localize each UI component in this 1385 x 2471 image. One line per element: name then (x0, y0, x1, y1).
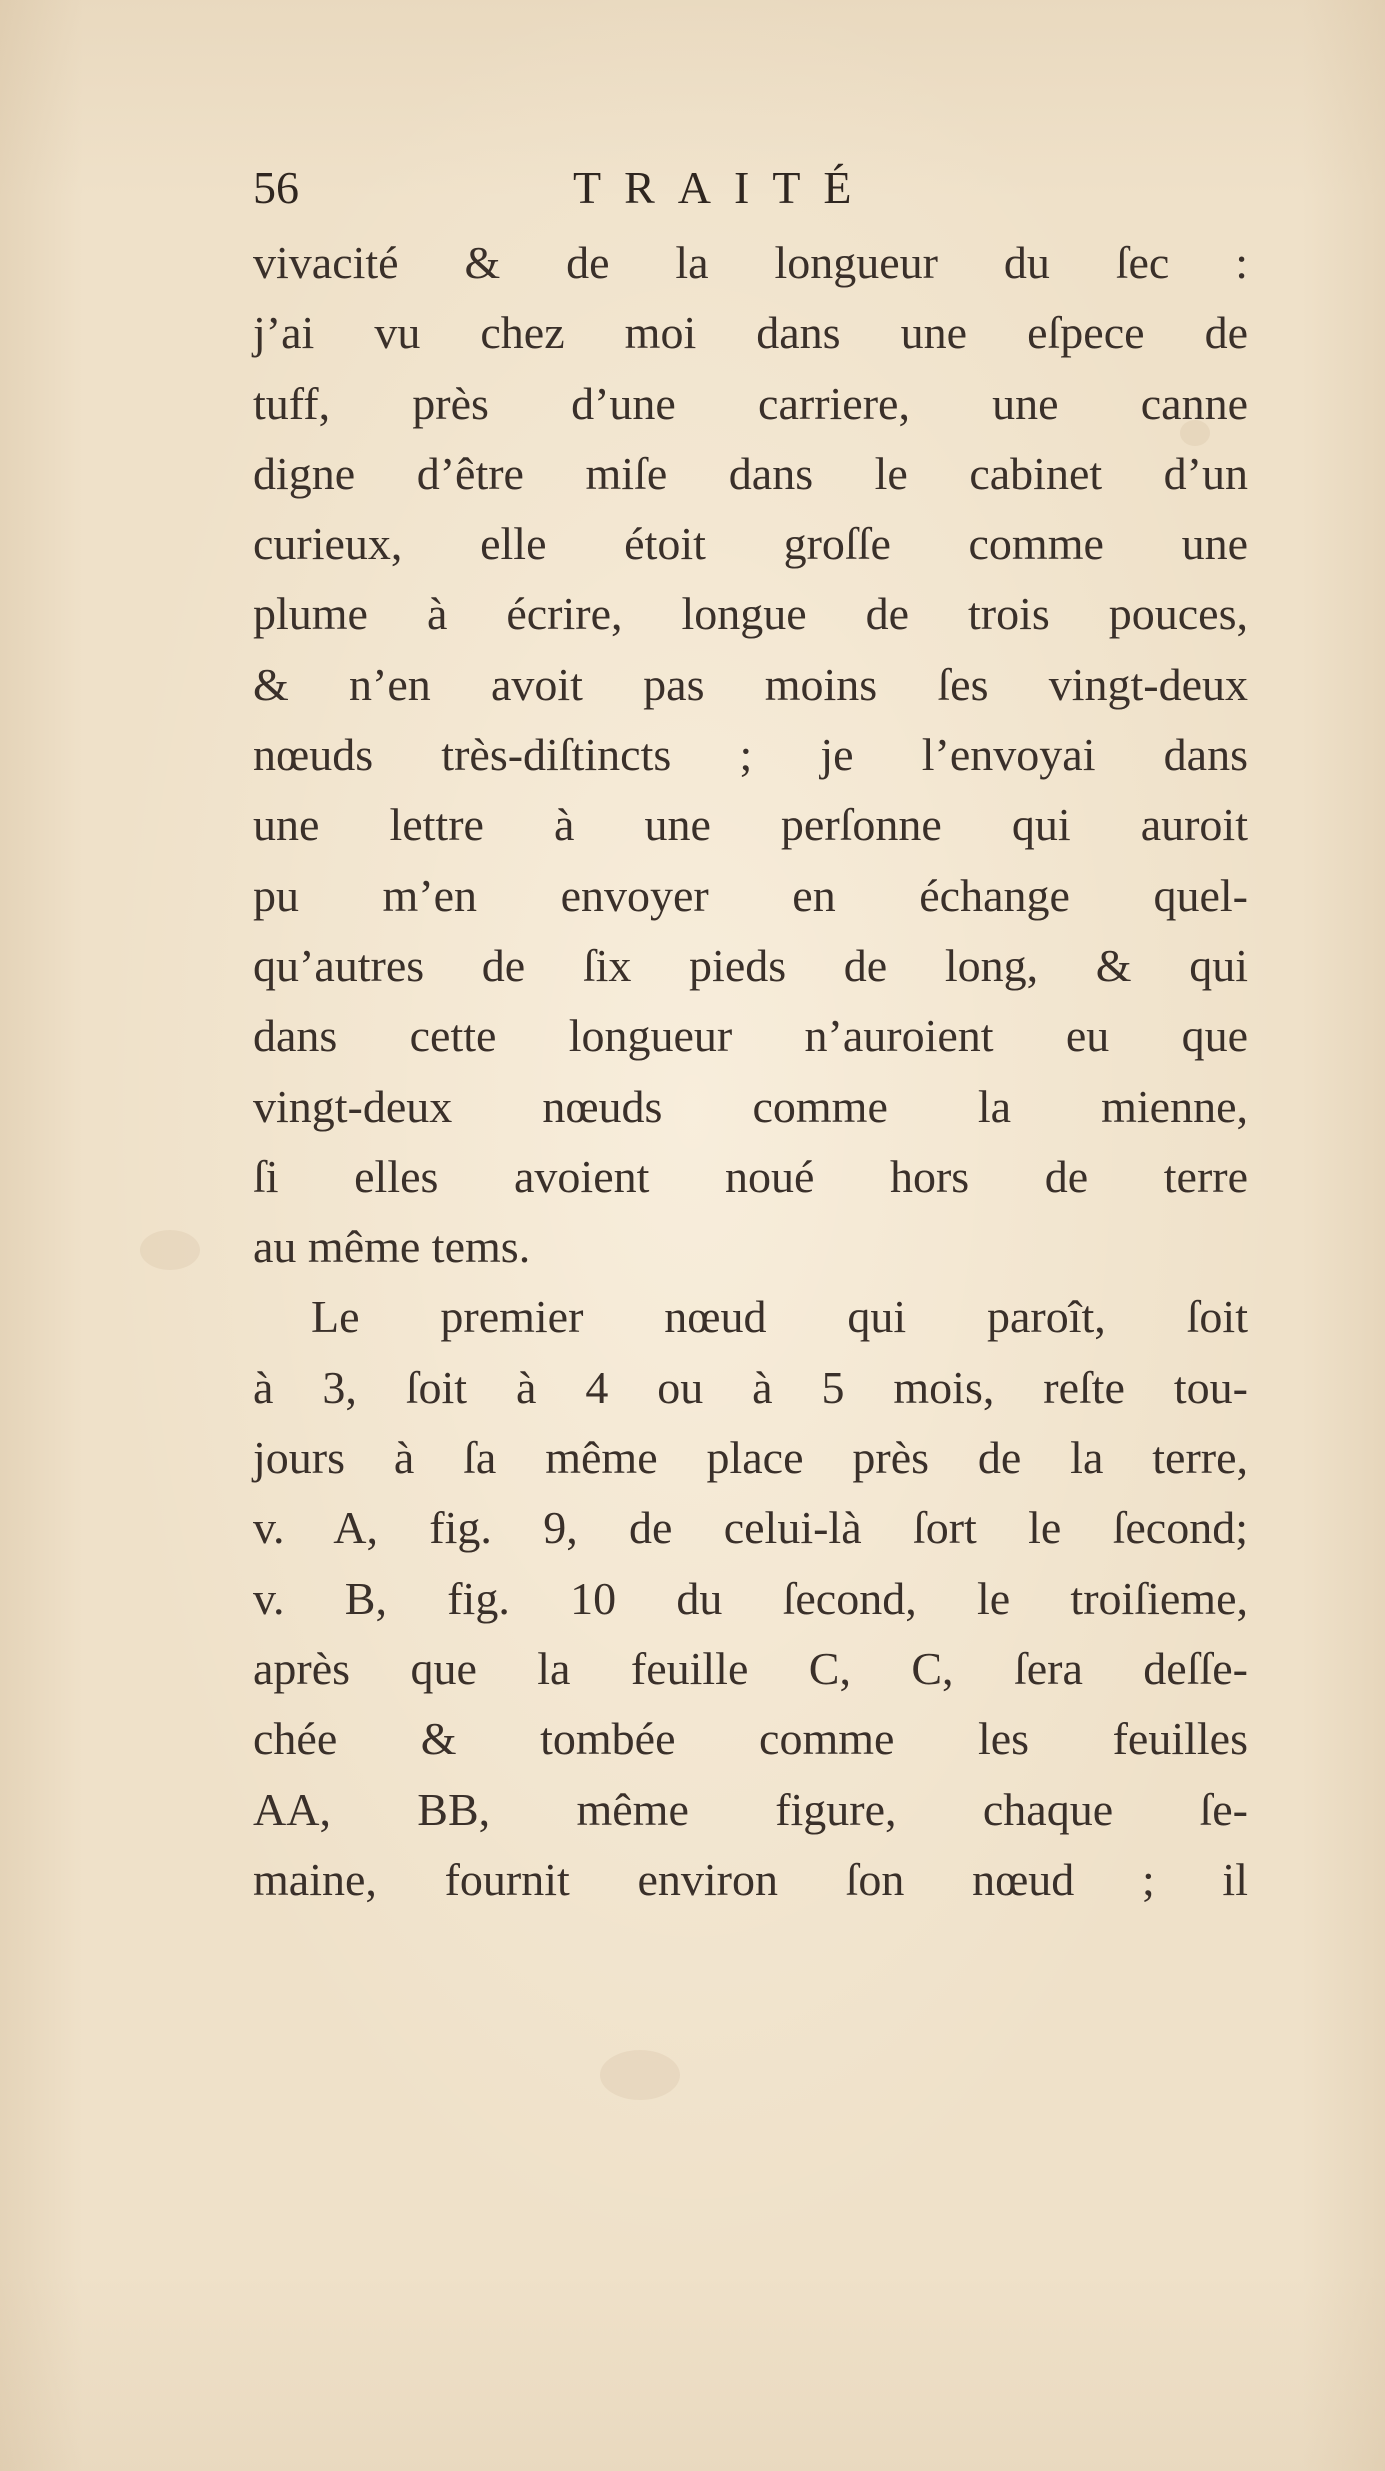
text-line: v. A, fig. 9, de celui-là ſort le ſecond; (253, 1502, 1248, 1554)
page-header (253, 158, 1253, 218)
text-line: à 3, ſoit à 4 ou à 5 mois, reſte tou- (253, 1361, 1248, 1413)
text-line: au même tems. (253, 1221, 531, 1273)
text-line: maine, fournit environ ſon nœud ; il (253, 1853, 1248, 1905)
text-line: nœuds très-diſtincts ; je l’envoyai dans (253, 729, 1248, 781)
text-line: curieux, elle étoit groſſe comme une (253, 518, 1248, 570)
text-line: vivacité & de la longueur du ſec : (253, 237, 1248, 288)
text-line: digne d’être miſe dans le cabinet d’un (253, 447, 1248, 499)
text-line: qu’autres de ſix pieds de long, & qui (253, 939, 1248, 991)
text-line: une lettre à une perſonne qui auroit (253, 799, 1248, 851)
text-line: Le premier nœud qui paroît, ſoit (311, 1291, 1248, 1343)
text-line: après que la feuille C, C, ſera deſſe- (253, 1642, 1248, 1694)
body-text (253, 228, 1248, 1915)
text-line: & n’en avoit pas moins ſes vingt-deux (253, 658, 1248, 710)
page-number: 56 (253, 162, 299, 213)
text-line: j’ai vu chez moi dans une eſpece de (253, 307, 1248, 359)
text-line: plume à écrire, longue de trois pouces, (253, 588, 1248, 640)
text-line: pu m’en envoyer en échange quel- (253, 869, 1248, 921)
text-line: dans cette longueur n’auroient eu que (253, 1010, 1248, 1062)
text-line: ſi elles avoient noué hors de terre (253, 1150, 1248, 1202)
text-line: v. B, fig. 10 du ſecond, le troiſieme, (253, 1572, 1248, 1624)
text-line: vingt-deux nœuds comme la mienne, (253, 1080, 1248, 1132)
text-line: chée & tombée comme les feuilles (253, 1713, 1248, 1765)
running-title: TRAITÉ (573, 162, 875, 213)
text-line: tuff, près d’une carriere, une canne (253, 377, 1248, 429)
paper-stain (600, 2050, 680, 2100)
text-line: jours à ſa même place près de la terre, (253, 1432, 1248, 1484)
text-line: AA, BB, même figure, chaque ſe- (253, 1783, 1248, 1835)
paper-stain (140, 1230, 200, 1270)
